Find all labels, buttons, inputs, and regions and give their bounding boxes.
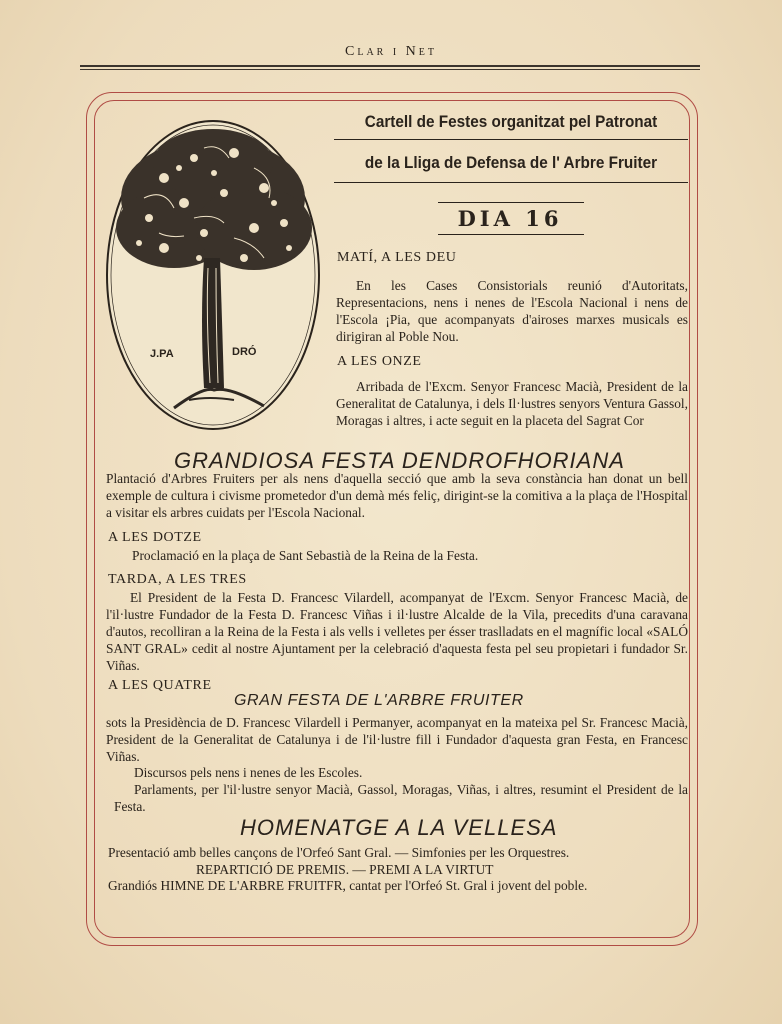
noon-text: Proclamació en la plaça de Sant Sebastià de la Reina de la Festa. [132, 548, 479, 563]
parlaments-text: Parlaments, per l'il·lustre senyor Macià, Gassol, Moragas, Viñas, i altres, resumint el President de la Festa. [114, 782, 688, 814]
title-line-1: Cartell de Festes organitzat pel Patronat [364, 112, 658, 131]
vellesa-heading: HOMENATGE A LA VELLESA [240, 815, 558, 840]
title-rule-1 [334, 139, 688, 140]
eleven-text: Arribada de l'Excm. Senyor Francesc Macià, President de la Generalitat de Catalunya, i dels Il·lustres senyors Ventura Gassol, Moragas i altres, i acte seguit en la placeta del Sagrat Cor [336, 379, 688, 428]
day-rule-bottom [438, 234, 584, 235]
dendro-heading: GRANDIOSA FESTA DENDROFHORIANA [174, 448, 625, 473]
four-heading: A LES QUATRE [108, 678, 212, 693]
day-heading: DIA 16 [457, 206, 563, 231]
afternoon-text: El President de la Festa D. Francesc Vilardell, acompanyat de l'Excm. Senyor Francesc Macià, de l'il·lustre Fundador de la Festa D. Francesc Viñas i il·lustre Alcalde de la Vila, precedits d'una caravana d'autos, recolliran a la Reina de la Festa i als vells i velletes per ésser traslladats en el magnífic local «SALÓ SANT GRAL» cedit al nostre Ajuntament per la celebració d'aquesta festa pel seu propietari i fundador Sr. Viñas. [106, 590, 688, 673]
eleven-heading: A LES ONZE [337, 354, 422, 369]
title-line-2: de la Lliga de Defensa de l' Arbre Fruiter [364, 153, 658, 172]
noon-heading: A LES DOTZE [108, 530, 202, 545]
arbre-fruiter-heading: GRAN FESTA DE L'ARBRE FRUITER [234, 692, 524, 709]
title-rule-2 [334, 182, 688, 183]
signature-left: J.PA [150, 348, 174, 360]
header-rule [80, 65, 700, 67]
running-head: Clar i Net [345, 44, 437, 59]
fruit-tree-illustration [104, 118, 322, 432]
dendro-text: Plantació d'Arbres Fruiters per als nens d'aquella secció que amb la seva constància han donat un bell exemple de cultura i civisme prometedor d'un demà més feliç, dirigint-se la comitiva a la plaça de l'Hospital a visitar els arbres cuidats per l'Escola Nacional. [106, 471, 688, 520]
four-text: sots la Presidència de D. Francesc Vilardell i Permanyer, acompanyat en la mateixa pel Sr. Francesc Macià, President de la Generalitat de Catalunya i de l'il·lustre fill i Fundador d'aquesta gran Festa, en Francesc Viñas. [106, 715, 688, 764]
afternoon-heading: TARDA, A LES TRES [108, 572, 247, 587]
header-rule-thin [80, 69, 700, 70]
signature-right: DRÓ [232, 346, 257, 358]
speeches-text: Discursos pels nens i nenes de les Escoles. [134, 765, 363, 780]
morning-heading: MATÍ, A LES DEU [337, 250, 457, 265]
vellesa-line-3: Grandiós HIMNE DE L'ARBRE FRUITFR, cantat per l'Orfeó St. Gral i jovent del poble. [108, 878, 588, 893]
morning-text: En les Cases Consistorials reunió d'Autoritats, Representacions, nens i nenes de l'Escola Nacional i nens de l'Escola ¡Pia, que acompanyats d'airoses marxes musicals es dirigiran al Poble Nou. [336, 278, 688, 344]
vellesa-line-1: Presentació amb belles cançons de l'Orfeó Sant Gral. — Simfonies per les Orquestres. [108, 845, 570, 860]
vellesa-line-2: REPARTICIÓ DE PREMIS. — PREMI A LA VIRTUT [196, 862, 494, 877]
day-rule-top [438, 202, 584, 203]
